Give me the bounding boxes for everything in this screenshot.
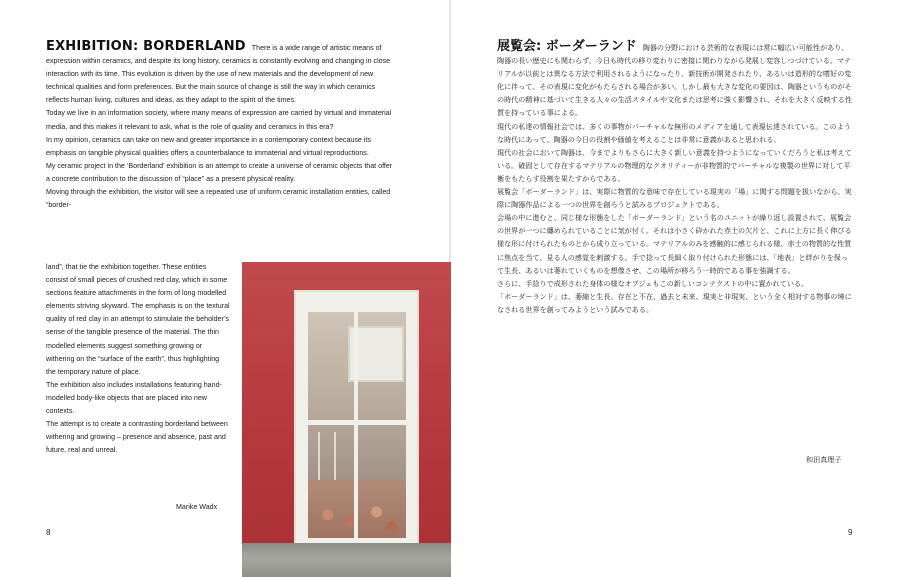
door-mullion-vertical [354, 312, 358, 538]
paragraph: 現代の社会において陶器は、今までよりもさらに大きく新しい意義を持つようになっていくだろうと私は考えている。確固として存在するマテリアルの物理的なクオリティーが非物質的でバーチャルな複製の世界に対して平衡をもたらす役割を果たすからである。 [497, 147, 852, 183]
english-text-narrow [46, 261, 230, 457]
paragraph: In my opinion, ceramics can take on new and greater importance in a contemporary context because its emphasis on tangible physical qualities offers a counterbalance to immaterial and virtual reproductions. [46, 135, 371, 157]
english-title: EXHIBITION: BORDERLAND [46, 39, 246, 54]
paragraph: Today we live in an information society, where many means of expression are carried by virtual and immaterial media, and this makes it relevant to ask, what is the role of quality and ceramics in this era? [46, 109, 392, 131]
page-number-right: 9 [848, 528, 853, 537]
paragraph: The attempt is to create a contrasting borderland between withering and growing – presence and absence, past and future, real and unreal. [46, 420, 228, 455]
paragraph-text: 陶器の分野における芸術的な表現には常に幅広い可能性があり、陶器の長い歴史にも関わらず、今日も時代の移り変わりに密接に関わりながら発展し変容しつづけている。マテリアルが以前とは異なる方法で利用されるようになったり、新技術が開発されたり、あるいは造形的な嗜好の変化に伴って、その表現に変化がもたらされる場合が多い。しかし最も大きな変化の要因は、陶器というものがその時代の精神に基づいて生きる人々の生活スタイルや文化または思考に強く影響され、それを大きく反映する性質を持っている事による。 [497, 43, 852, 118]
door-mullion-horizontal [308, 420, 406, 425]
page-number-left: 8 [46, 528, 51, 537]
english-text-wide [46, 40, 398, 212]
paragraph: The exhibition also includes installations featuring hand-modelled body-like objects that are placed into new contexts. [46, 380, 222, 416]
paragraph: 「ボーダーランド」は、萎縮と生長、存在と不在、過去と未来、現実と非現実、という全く相対する物事の境になされる世界を創ってみようという試みである。 [497, 291, 852, 314]
japanese-text [497, 40, 854, 316]
paragraph: Moving through the exhibition, the visitor will see a repeated use of uniform ceramic installation entities, called “border- [46, 188, 391, 210]
intro-paragraph [497, 40, 854, 120]
paragraph: 展覧会「ボーダーランド」は、実際に物質的な意味で存在している現実の「場」に関する問題を扱いながら、実際に陶器作品による一つの世界を創ろうと試みるプロジェクトである。 [497, 187, 852, 210]
paragraph-text: There is a wide range of artistic means of expression within ceramics, and despite its long history, ceramics is constantly evolving and changing in close interaction with its time. This evolution is driven by the use of new materials and the development of new technical qualities and form preferences. But the main source of change is still the way in which ceramics reflects human living, cultures and ideas, as they adapt to the spirit of the times. [46, 44, 391, 105]
japanese-author: 和田真理子 [806, 455, 842, 464]
paragraph: さらに、手捻りで成形された身体の様なオブジェもこの新しいコンテクストの中に置かれている。 [497, 278, 809, 288]
intro-paragraph [46, 40, 398, 107]
paragraph: My ceramic project in the ‘Borderland’ exhibition is an attempt to create a universe of ceramic objects that offer a concrete contribution to the discussion of “place” as a present physical reality. [46, 161, 393, 183]
paragraph: 会場の中に進むと、同じ様な形態をした「ボーダーランド」という名のユニットが繰り返し設置されて、展覧会の世界が一つに纏められていることに気が付く。それは小さく砕かれた赤土の欠片と、これに上方に長く伸びる様な形に付けられたものとから成り立っている。マテリアルのみを感触的に感じられる様、赤土の物質的な性質に焦点を当て、見る人の感覚を刺激する。手で捻って長細く取り付けられた形態には、「地表」と絆がりを保って生長、あるいは萎れていくものを想像させ、この場所が移ろう一時的である事を強調する。 [497, 213, 852, 275]
stone-floor [242, 543, 451, 577]
exhibition-photo [242, 262, 451, 577]
english-author: Marike Wadx [176, 503, 218, 511]
paragraph: 現代の私達の情報社会では、多くの事物がバーチャルな無形のメディアを通して表現伝達されている。このような時代にあって、陶器の今日の役割や価値を考えることは非常に意義があると思われる。 [497, 121, 851, 144]
paragraph: land”, that tie the exhibition together. These entities consist of small pieces of crushed red clay, which in some sections feature attachments in the form of long modelled elements striving skyward. The emphasis is on the textural quality of red clay in an attempt to stimulate the beholder’s sense of the tangible presence of the material. The thin modelled elements suggest something growing or withering on the “surface of the earth”, thus highlighting the temporary nature of place. [46, 263, 230, 376]
japanese-title: 展覧会: ボーダーランド [497, 39, 637, 54]
